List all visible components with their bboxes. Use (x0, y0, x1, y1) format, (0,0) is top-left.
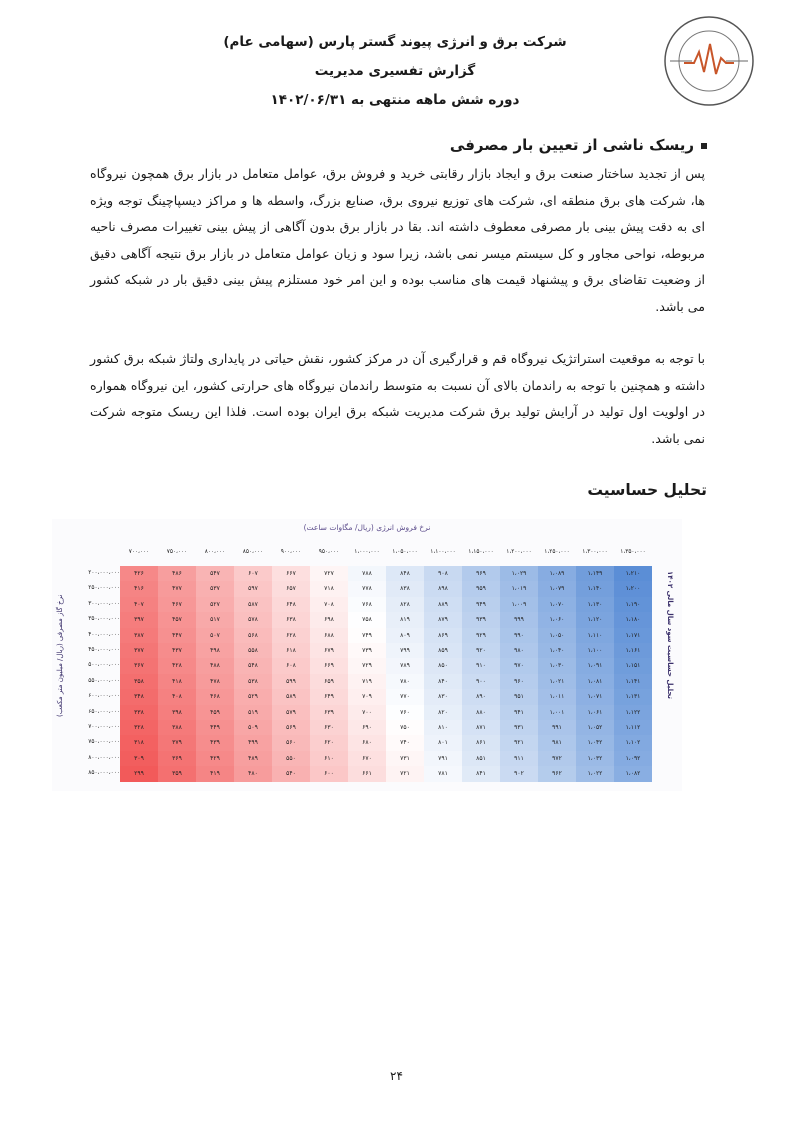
table-cell: ۵۴۸ (234, 658, 272, 673)
table-cell: ۹۶۹ (462, 566, 500, 581)
column-header: ۹۵۰،۰۰۰ (318, 549, 340, 555)
table-cell: ۹۷۰ (500, 658, 538, 673)
table-cell: ۳۷۹ (158, 735, 196, 750)
row-header: ۷۰۰،۰۰۰،۰۰۰ (88, 724, 120, 730)
table-cell: ۵۷۸ (234, 612, 272, 627)
table-cell: ۸۵۰ (424, 658, 462, 673)
table-cell: ۷۸۱ (424, 766, 462, 781)
table-cell: ۳۷۷ (120, 643, 158, 658)
table-cell: ۹۵۹ (462, 581, 500, 596)
table-cell: ۴۲۹ (196, 751, 234, 766)
table-cell: ۹۲۱ (500, 735, 538, 750)
table-cell: ۷۱۸ (310, 581, 348, 596)
table-cell: ۱،۰۹۲ (614, 751, 652, 766)
table-cell: ۱،۰۵۰ (538, 628, 576, 643)
table-cell: ۷۲۱ (386, 766, 424, 781)
table-cell: ۱،۲۱۰ (614, 566, 652, 581)
table-cell: ۵۳۷ (196, 581, 234, 596)
table-cell: ۱،۰۳۲ (576, 751, 614, 766)
table-cell: ۶۵۹ (310, 674, 348, 689)
table-cell: ۱،۰۵۲ (576, 720, 614, 735)
table-cell: ۸۹۰ (462, 689, 500, 704)
table-cell: ۳۶۹ (158, 751, 196, 766)
table-cell: ۵۰۹ (234, 720, 272, 735)
table-cell: ۶۴۹ (310, 689, 348, 704)
table-cell: ۹۳۹ (462, 612, 500, 627)
gas-rate-axis-label: نرخ گاز مصرفی (ریال/ میلیون متر مکعب) (56, 594, 64, 717)
table-cell: ۸۶۹ (424, 628, 462, 643)
table-cell: ۴۲۸ (158, 658, 196, 673)
column-header: ۱،۰۵۰،۰۰۰ (392, 549, 418, 555)
table-cell: ۱،۰۲۱ (538, 674, 576, 689)
table-cell: ۶۲۸ (272, 628, 310, 643)
table-cell: ۶۳۹ (310, 705, 348, 720)
table-cell: ۹۸۱ (538, 735, 576, 750)
table-cell: ۳۸۷ (120, 628, 158, 643)
table-cell: ۱،۱۶۱ (614, 643, 652, 658)
table-cell: ۱،۰۸۲ (614, 766, 652, 781)
table-cell: ۶۸۸ (310, 628, 348, 643)
table-cell: ۶۹۰ (348, 720, 386, 735)
table-cell: ۳۳۸ (120, 705, 158, 720)
table-cell: ۷۷۸ (348, 581, 386, 596)
table-cell: ۷۱۹ (348, 674, 386, 689)
table-cell: ۶۰۸ (272, 658, 310, 673)
table-cell: ۱،۰۸۹ (538, 566, 576, 581)
table-cell: ۱،۱۹۰ (614, 597, 652, 612)
company-name: شرکت برق و انرژی پیوند گستر پارس (سهامی عام) (223, 34, 567, 50)
table-cell: ۴۵۹ (196, 705, 234, 720)
table-cell: ۱،۰۱۹ (500, 581, 538, 596)
table-cell: ۸۷۹ (424, 612, 462, 627)
table-cell: ۷۰۰ (348, 705, 386, 720)
table-cell: ۵۱۹ (234, 705, 272, 720)
table-cell: ۷۶۸ (348, 597, 386, 612)
table-cell: ۵۷۹ (272, 705, 310, 720)
report-period: دوره شش ماهه منتهی به ۱۴۰۲/۰۶/۳۱ (270, 92, 520, 108)
table-cell: ۶۳۰ (310, 720, 348, 735)
table-cell: ۳۰۹ (120, 751, 158, 766)
table-cell: ۴۸۰ (234, 766, 272, 781)
table-cell: ۴۰۸ (158, 689, 196, 704)
table-cell: ۵۶۸ (234, 628, 272, 643)
table-cell: ۴۱۸ (158, 674, 196, 689)
table-cell: ۹۴۱ (500, 705, 538, 720)
report-title: گزارش تفسیری مدیریت (314, 63, 476, 79)
table-cell: ۹۰۰ (462, 674, 500, 689)
row-header: ۲۵۰،۰۰۰،۰۰۰ (88, 585, 120, 592)
table-cell: ۶۶۱ (348, 766, 386, 781)
table-cell: ۳۴۸ (120, 689, 158, 704)
table-cell: ۴۸۹ (234, 751, 272, 766)
row-header: ۳۰۰،۰۰۰،۰۰۰ (88, 600, 120, 607)
table-cell: ۱،۰۲۲ (576, 766, 614, 781)
table-cell: ۹۴۹ (462, 597, 500, 612)
company-logo (662, 14, 756, 108)
table-cell: ۳۸۸ (158, 720, 196, 735)
table-cell: ۱،۰۳۰ (538, 658, 576, 673)
table-cell: ۷۵۰ (386, 720, 424, 735)
table-cell: ۱،۰۷۱ (576, 689, 614, 704)
table-cell: ۹۸۰ (500, 643, 538, 658)
table-cell: ۸۱۹ (386, 612, 424, 627)
table-cell: ۹۶۰ (500, 674, 538, 689)
table-cell: ۱،۱۴۹ (576, 566, 614, 581)
table-cell: ۵۵۰ (272, 751, 310, 766)
table-cell: ۱،۱۳۱ (614, 689, 652, 704)
column-header: ۱،۱۰۰،۰۰۰ (430, 549, 456, 555)
table-cell: ۷۸۹ (386, 658, 424, 673)
row-header: ۶۰۰،۰۰۰،۰۰۰ (88, 693, 120, 700)
table-cell: ۱،۱۰۲ (614, 735, 652, 750)
table-cell: ۸۰۹ (386, 628, 424, 643)
row-header: ۲۰۰،۰۰۰،۰۰۰ (88, 570, 120, 576)
table-cell: ۳۶۷ (120, 658, 158, 673)
table-cell: ۳۹۷ (120, 612, 158, 627)
table-cell: ۶۷۹ (310, 643, 348, 658)
table-cell: ۵۸۷ (234, 597, 272, 612)
row-header: ۳۵۰،۰۰۰،۰۰۰ (88, 616, 120, 623)
page-number: ۲۴ (390, 1069, 403, 1083)
table-cell: ۹۹۰ (500, 628, 538, 643)
table-cell: ۶۱۰ (310, 751, 348, 766)
table-cell: ۴۳۷ (158, 643, 196, 658)
column-header: ۱،۱۵۰،۰۰۰ (468, 549, 494, 555)
table-cell: ۶۲۰ (310, 735, 348, 750)
table-cell: ۴۵۷ (158, 612, 196, 627)
table-cell: ۵۳۸ (234, 674, 272, 689)
table-cell: ۱،۰۶۱ (576, 705, 614, 720)
report-header (180, 28, 610, 115)
table-cell: ۸۰۱ (424, 735, 462, 750)
table-cell: ۶۰۷ (234, 566, 272, 581)
table-cell: ۲۹۹ (120, 766, 158, 781)
table-cell: ۴۹۹ (234, 735, 272, 750)
table-cell: ۹۶۲ (538, 766, 576, 781)
table-cell: ۴۶۸ (196, 689, 234, 704)
table-cell: ۵۸۹ (272, 689, 310, 704)
table-cell: ۱،۱۴۱ (614, 674, 652, 689)
table-cell: ۷۲۷ (310, 566, 348, 581)
table-cell: ۱،۰۹۱ (576, 658, 614, 673)
table-cell: ۸۲۸ (386, 597, 424, 612)
column-header: ۸۵۰،۰۰۰ (242, 549, 264, 555)
table-cell: ۱،۱۰۰ (576, 643, 614, 658)
row-header: ۷۵۰،۰۰۰،۰۰۰ (88, 739, 120, 746)
table-cell: ۶۸۰ (348, 735, 386, 750)
table-cell: ۶۹۸ (310, 612, 348, 627)
table-cell: ۷۴۹ (348, 628, 386, 643)
table-cell: ۶۰۰ (310, 766, 348, 781)
table-cell: ۷۷۰ (386, 689, 424, 704)
table-cell: ۱،۰۴۲ (576, 735, 614, 750)
table-cell: ۴۲۶ (120, 566, 158, 581)
table-cell: ۵۶۰ (272, 735, 310, 750)
table-cell: ۶۴۸ (272, 597, 310, 612)
table-cell: ۴۸۶ (158, 566, 196, 581)
table-cell: ۸۷۱ (462, 720, 500, 735)
table-cell: ۴۶۷ (158, 597, 196, 612)
table-cell: ۷۰۸ (310, 597, 348, 612)
row-header: ۶۵۰،۰۰۰،۰۰۰ (88, 708, 120, 715)
table-cell: ۵۶۹ (272, 720, 310, 735)
table-title: نرخ فروش انرژی (ریال/ مگاوات ساعت) (303, 523, 431, 532)
table-cell: ۱،۱۵۱ (614, 658, 652, 673)
table-cell: ۹۳۱ (500, 720, 538, 735)
column-header: ۱،۲۵۰،۰۰۰ (544, 549, 570, 555)
row-header: ۴۰۰،۰۰۰،۰۰۰ (88, 631, 120, 638)
table-cell: ۷۲۹ (348, 658, 386, 673)
table-cell: ۸۴۱ (462, 766, 500, 781)
table-cell: ۹۵۱ (500, 689, 538, 704)
table-cell: ۹۲۰ (462, 643, 500, 658)
profit-sensitivity-label: تحلیل حساسیت سود سال مالی ۱۴۰۲ (666, 571, 674, 699)
sensitivity-table (52, 519, 682, 791)
table-cell: ۶۱۸ (272, 643, 310, 658)
table-cell: ۱،۱۳۰ (576, 597, 614, 612)
table-cell: ۸۹۸ (424, 581, 462, 596)
table-cell: ۷۸۸ (348, 566, 386, 581)
table-cell: ۵۱۷ (196, 612, 234, 627)
table-cell: ۴۸۸ (196, 658, 234, 673)
table-cell: ۸۴۸ (386, 566, 424, 581)
column-header: ۷۵۰،۰۰۰ (166, 549, 188, 555)
table-cell: ۶۶۹ (310, 658, 348, 673)
table-cell: ۸۸۰ (462, 705, 500, 720)
table-cell: ۵۰۷ (196, 628, 234, 643)
table-cell: ۷۳۹ (348, 643, 386, 658)
table-cell: ۱،۱۴۰ (576, 581, 614, 596)
table-cell: ۱،۰۷۹ (538, 581, 576, 596)
table-cell: ۴۰۷ (120, 597, 158, 612)
table-cell: ۴۴۷ (158, 628, 196, 643)
table-cell: ۹۹۱ (538, 720, 576, 735)
table-cell: ۸۵۱ (462, 751, 500, 766)
column-header: ۸۰۰،۰۰۰ (204, 549, 226, 555)
row-header: ۸۵۰،۰۰۰،۰۰۰ (88, 770, 120, 777)
column-header: ۱،۳۰۰،۰۰۰ (582, 549, 608, 555)
table-cell: ۷۸۰ (386, 674, 424, 689)
column-header: ۱،۲۰۰،۰۰۰ (506, 549, 532, 555)
row-header: ۴۵۰،۰۰۰،۰۰۰ (88, 647, 120, 653)
column-header: ۱،۳۵۰،۰۰۰ (620, 549, 646, 555)
table-cell: ۱،۱۸۰ (614, 612, 652, 627)
table-cell: ۱،۰۸۱ (576, 674, 614, 689)
column-header: ۷۰۰،۰۰۰ (128, 549, 150, 555)
table-cell: ۴۷۷ (158, 581, 196, 596)
table-cell: ۸۶۱ (462, 735, 500, 750)
table-cell: ۹۰۲ (500, 766, 538, 781)
table-cell: ۳۹۸ (158, 705, 196, 720)
table-cell: ۵۲۷ (196, 597, 234, 612)
sensitivity-heading: تحلیل حساسیت (587, 481, 707, 499)
table-cell: ۶۶۷ (272, 566, 310, 581)
column-header: ۱،۰۰۰،۰۰۰ (354, 549, 380, 555)
table-cell: ۴۹۸ (196, 643, 234, 658)
table-cell: ۴۱۶ (120, 581, 158, 596)
table-cell: ۴۷۸ (196, 674, 234, 689)
table-cell: ۷۰۹ (348, 689, 386, 704)
table-cell: ۸۳۸ (386, 581, 424, 596)
table-cell: ۱،۱۲۰ (576, 612, 614, 627)
table-cell: ۸۴۰ (424, 674, 462, 689)
table-cell: ۵۵۸ (234, 643, 272, 658)
table-cell: ۷۳۱ (386, 751, 424, 766)
table-cell: ۱،۰۷۰ (538, 597, 576, 612)
table-cell: ۷۹۱ (424, 751, 462, 766)
table-cell: ۱،۰۶۰ (538, 612, 576, 627)
table-cell: ۵۲۹ (234, 689, 272, 704)
table-cell: ۱،۲۰۰ (614, 581, 652, 596)
table-cell: ۵۹۹ (272, 674, 310, 689)
table-cell: ۵۴۰ (272, 766, 310, 781)
table-cell: ۱،۰۲۹ (500, 566, 538, 581)
table-cell: ۱،۱۱۰ (576, 628, 614, 643)
table-cell: ۷۴۰ (386, 735, 424, 750)
table-cell: ۸۳۰ (424, 689, 462, 704)
row-header: ۵۵۰،۰۰۰،۰۰۰ (88, 677, 120, 684)
risk-paragraph-2: با توجه به موقعیت استراتژیک نیروگاه قم و قرارگیری آن در مرکز کشور، نقش حیاتی در پایداری ولتاژ شبکه برق کشور داشته و همچنین با توجه به راندمان بالای آن نسبت به متوسط راندمان نیروگاه های حرارتی کشور، این نیروگاه همواره در اولویت اول تولید در آرایش تولید برق شرکت مدیریت شبکه برق ایران بوده است. فلذا این ریسک متوجه شرکت نمی باشد. (90, 351, 705, 446)
table-cell: ۸۱۰ (424, 720, 462, 735)
table-cell: ۵۴۷ (196, 566, 234, 581)
table-cell: ۱،۱۱۲ (614, 720, 652, 735)
table-cell: ۴۱۹ (196, 766, 234, 781)
table-cell: ۳۵۹ (158, 766, 196, 781)
risk-heading: ریسک ناشی از تعیین بار مصرفی (450, 136, 707, 154)
table-cell: ۶۷۰ (348, 751, 386, 766)
table-cell: ۹۱۰ (462, 658, 500, 673)
table-cell: ۱،۰۱۱ (538, 689, 576, 704)
table-cell: ۴۳۹ (196, 735, 234, 750)
table-cell: ۱،۰۴۰ (538, 643, 576, 658)
table-cell: ۹۲۹ (462, 628, 500, 643)
table-cell: ۸۸۹ (424, 597, 462, 612)
table-cell: ۱،۱۲۲ (614, 705, 652, 720)
table-cell: ۴۴۹ (196, 720, 234, 735)
risk-paragraph-1: پس از تجدید ساختار صنعت برق و ایجاد بازار رقابتی خرید و فروش برق، عوامل متعامل در بازار برق همچون نیروگاه ها، شرکت های برق منطقه ای، شرکت های توزیع نیروی برق، صنایع بزرگ، واسطه ها و مراکز دیسپاچینگ توجه ویژه ای به دقت پیش بینی بار مصرفی معطوف داشته اند. بقا در بازار برق بدون آگاهی از پیش بینی تغییرات مصرف ناحیه مربوطه، نواحی مجاور و کل سیستم میسر نمی باشد، زیرا سود و زیان عوامل متعامل در بازار برق نتیجه آگاهی دقیق از وضعیت تقاضای برق و پیشنهاد قیمت های مناسب بوده و این امر خود مستلزم پیش بینی دقیق بار در شبکه کشور می باشد. (90, 166, 705, 314)
table-cell: ۸۵۹ (424, 643, 462, 658)
table-cell: ۷۹۹ (386, 643, 424, 658)
table-cell: ۳۵۸ (120, 674, 158, 689)
table-cell: ۷۵۸ (348, 612, 386, 627)
table-cell: ۳۲۸ (120, 720, 158, 735)
table-cell: ۶۳۸ (272, 612, 310, 627)
table-cell: ۱،۱۷۱ (614, 628, 652, 643)
table-cell: ۶۵۷ (272, 581, 310, 596)
table-cell: ۸۲۰ (424, 705, 462, 720)
table-cell: ۹۹۹ (500, 612, 538, 627)
row-header: ۵۰۰،۰۰۰،۰۰۰ (88, 662, 120, 669)
table-cell: ۵۹۷ (234, 581, 272, 596)
table-cell: ۹۰۸ (424, 566, 462, 581)
table-cell: ۱،۰۰۹ (500, 597, 538, 612)
table-cell: ۷۶۰ (386, 705, 424, 720)
table-cell: ۹۷۲ (538, 751, 576, 766)
column-header: ۹۰۰،۰۰۰ (280, 549, 302, 555)
row-header: ۸۰۰،۰۰۰،۰۰۰ (88, 754, 120, 761)
bullet-icon (701, 143, 707, 149)
table-cell: ۳۱۸ (120, 735, 158, 750)
table-cell: ۹۱۱ (500, 751, 538, 766)
table-cell: ۱،۰۰۱ (538, 705, 576, 720)
